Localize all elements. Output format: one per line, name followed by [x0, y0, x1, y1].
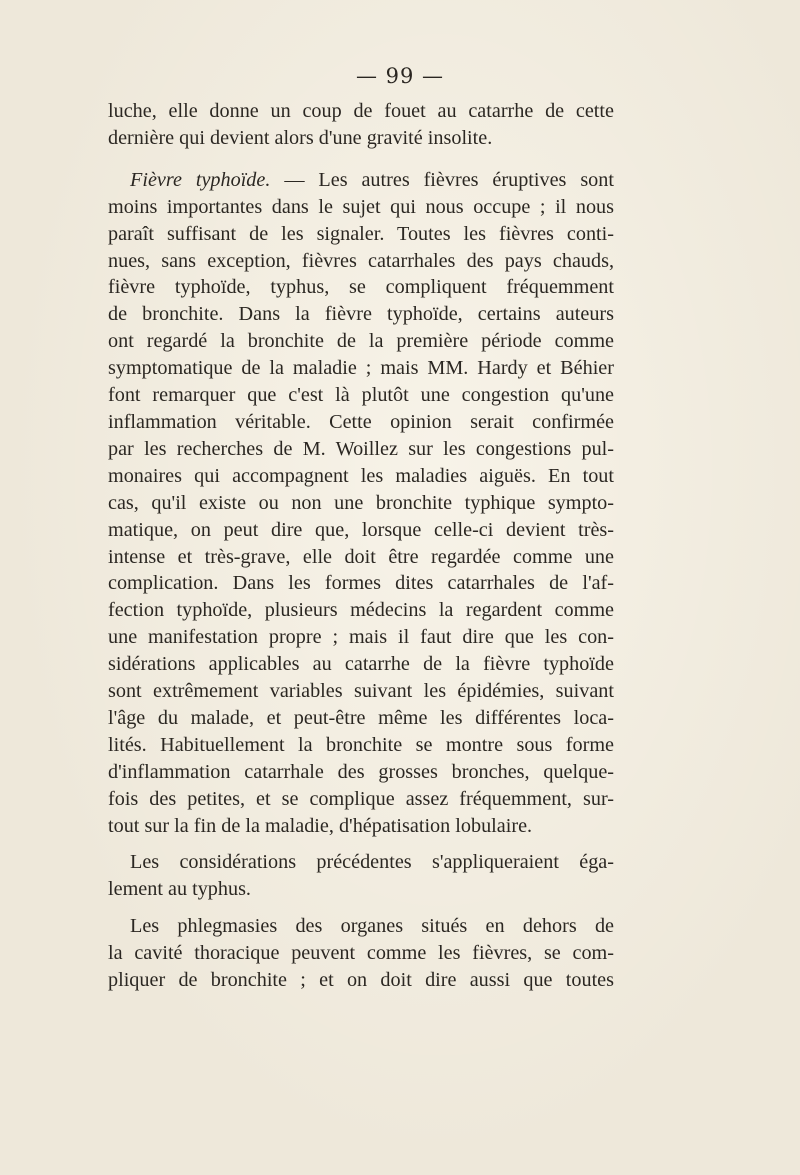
text-line: font remarquer que c'est là plutôt une congestion qu'une [108, 384, 614, 407]
text-line: tout sur la fin de la maladie, d'hépatisation lobulaire. [108, 814, 533, 837]
page-number: — 99 — [355, 64, 445, 88]
text-line: ont regardé la bronchite de la première période comme [108, 330, 614, 353]
text-line: pliquer de bronchite ; et on doit dire aussi que toutes [108, 969, 614, 992]
text-line: d'inflammation catarrhale des grosses bronches, quelque- [108, 760, 614, 783]
text-line: monaires qui accompagnent les maladies aiguës. En tout [108, 464, 614, 487]
text-line: symptomatique de la maladie ; mais MM. Hardy et Béhier [108, 357, 614, 380]
text-line: complication. Dans les formes dites catarrhales de l'af- [108, 572, 614, 595]
text-line: matique, on peut dire que, lorsque celle-ci devient très- [108, 518, 614, 541]
section-heading: Fièvre typhoïde. [130, 168, 271, 191]
text-line: cas, qu'il existe ou non une bronchite typhique sympto- [108, 491, 614, 514]
text-line: lités. Habituellement la bronchite se montre sous forme [108, 733, 614, 756]
text-line: fièvre typhoïde, typhus, se compliquent fréquemment [108, 276, 614, 299]
text-line: une manifestation propre ; mais il faut dire que les con- [108, 626, 614, 649]
text-line [108, 167, 614, 194]
text-line: paraît suffisant de les signaler. Toutes les fièvres conti- [108, 222, 614, 245]
body-text [108, 98, 614, 1004]
text-line: luche, elle donne un coup de fouet au catarrhe de cette [108, 100, 614, 122]
text-line: par les recherches de M. Woillez sur les congestions pul- [108, 437, 614, 460]
paragraph [108, 98, 614, 152]
paragraph [108, 167, 614, 840]
text-line: nues, sans exception, fièvres catarrhales des pays chauds, [108, 249, 614, 272]
paragraph [108, 849, 614, 903]
paragraph [108, 913, 614, 994]
text-line: l'âge du malade, et peut-être même les différentes loca- [108, 706, 614, 729]
text-line: sidérations applicables au catarrhe de la fièvre typhoïde [108, 653, 614, 676]
text-line: Les considérations précédentes s'appliqueraient éga- [130, 851, 614, 874]
text-fragment: — Les autres fièvres éruptives sont [270, 168, 614, 191]
text-line: fection typhoïde, plusieurs médecins la regardent comme [108, 599, 614, 622]
text-line: dernière qui devient alors d'une gravité insolite. [108, 126, 493, 149]
text-line: intense et très-grave, elle doit être regardée comme une [108, 545, 614, 568]
text-line: inflammation véritable. Cette opinion serait confirmée [108, 410, 614, 433]
text-line: la cavité thoracique peuvent comme les fièvres, se com- [108, 942, 614, 965]
text-line: Les phlegmasies des organes situés en dehors de [130, 915, 614, 938]
text-line: sont extrêmement variables suivant les épidémies, suivant [108, 680, 614, 703]
text-line: lement au typhus. [108, 878, 251, 901]
text-line: de bronchite. Dans la fièvre typhoïde, certains auteurs [108, 303, 614, 326]
text-line: moins importantes dans le sujet qui nous occupe ; il nous [108, 195, 614, 218]
text-line: fois des petites, et se complique assez fréquemment, sur- [108, 787, 614, 810]
